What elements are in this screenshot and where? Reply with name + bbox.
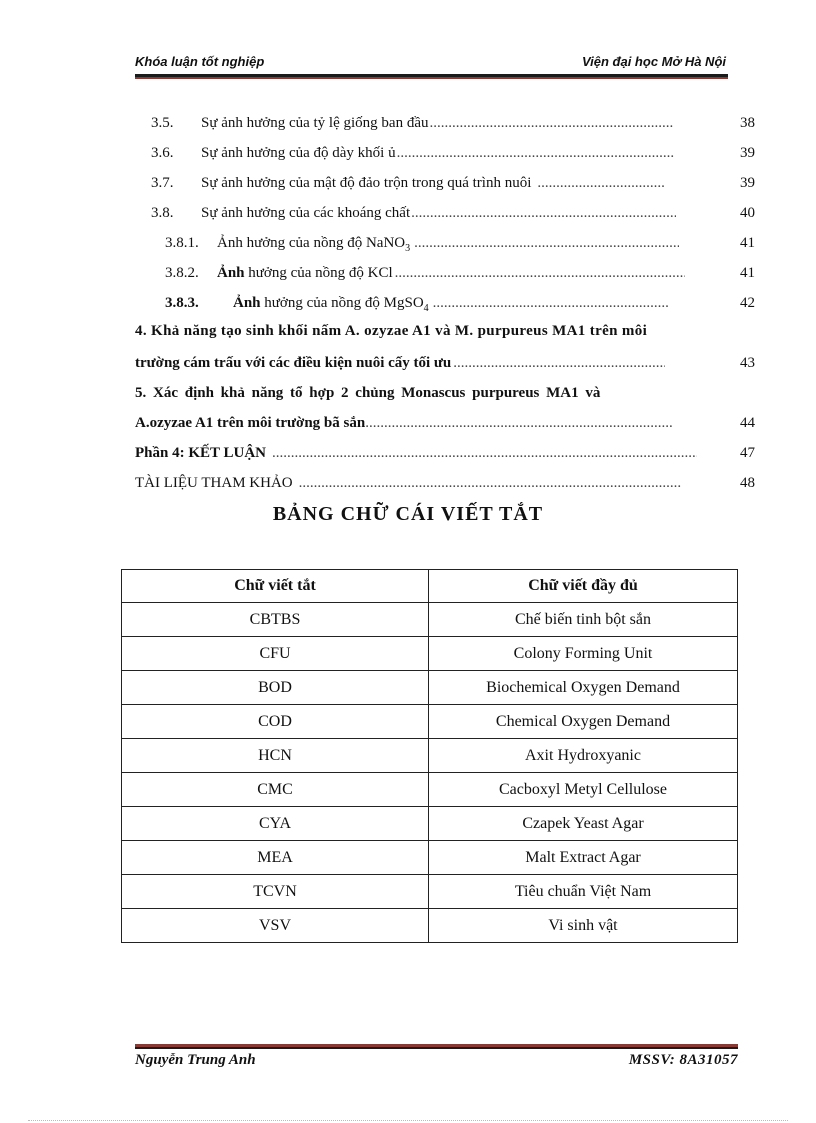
toc-leader [429,112,674,134]
toc-entry-text: hưởng của nồng độ KCl [248,265,393,281]
full-term-cell: Chemical Oxygen Demand [429,705,738,739]
header-rule-accent [135,77,728,79]
abbreviation-table-title: BẢNG CHỮ CÁI VIẾT TẮT [272,503,544,525]
toc-entry-page: 42 [740,295,755,311]
footer-author: Nguyễn Trung Anh [135,1052,256,1068]
abbreviation-cell: CBTBS [122,603,429,637]
abbreviation-cell: COD [122,705,429,739]
toc-entry-text: hưởng của nồng độ MgSO [264,295,424,311]
toc-entry-number: 3.8.3. [165,295,199,311]
toc-entry-lead: Ảnh [217,265,245,281]
table-row [122,671,738,705]
toc-entry-page: 41 [740,265,755,281]
toc-entry-text: Phần 4: KẾT LUẬN [135,445,267,461]
page-footer [135,1052,738,1074]
abbreviation-cell: CYA [122,807,429,841]
column-header-abbreviation: Chữ viết tắt [122,570,429,603]
abbreviation-cell: BOD [122,671,429,705]
toc-entry [151,142,755,164]
abbreviation-cell: HCN [122,739,429,773]
table-row [122,637,738,671]
abbreviation-table [121,569,738,943]
toc-leader [397,142,675,164]
toc-entry [151,112,755,134]
toc-entry [135,442,755,464]
full-term-cell: Axit Hydroxyanic [429,739,738,773]
full-term-cell: Colony Forming Unit [429,637,738,671]
toc-entry [151,202,755,224]
toc-entry-page: 47 [740,445,755,461]
toc-entry-subscript: 3 [405,243,411,254]
full-term-cell: Tiêu chuẩn Việt Nam [429,875,738,909]
toc-leader [453,352,665,374]
toc-entry [135,412,755,434]
table-row [122,603,738,637]
toc-entry-page: 41 [740,235,755,251]
toc-entry [165,262,755,284]
table-row [122,841,738,875]
full-term-cell: Chế biến tinh bột sắn [429,603,738,637]
table-row [122,739,738,773]
toc-entry-number: 3.7. [151,175,174,191]
toc-leader [433,292,668,314]
toc-entry-page: 43 [740,355,755,371]
toc-entry-text: Ảnh hưởng của nồng độ NaNO [217,235,406,251]
abbreviation-cell: MEA [122,841,429,875]
header-right: Viện đại học Mở Hà Nội [581,54,726,69]
toc-entry-number: 3.8. [151,205,174,221]
toc-leader [299,472,681,494]
table-row [122,773,738,807]
table-row [122,909,738,943]
toc-entry [165,292,755,314]
footer-student-id: MSSV: 8A31057 [628,1052,738,1068]
toc-entry-text: Sự ảnh hưởng của các khoáng chất [201,205,411,221]
toc-leader [365,412,673,434]
toc-leader [272,442,697,464]
full-term-cell: Cacboxyl Metyl Cellulose [429,773,738,807]
toc-entry-number: 3.8.2. [165,265,199,281]
abbreviation-cell: CFU [122,637,429,671]
table-row [122,875,738,909]
toc-entry-page: 39 [740,175,755,191]
toc-entry [135,472,755,494]
toc-entry [165,232,755,254]
toc-entry-line1: 5. Xác định khả năng tổ hợp 2 chủng Monascus purpureus MA1 và [135,385,601,401]
toc-entry-text: Sự ảnh hưởng của tỷ lệ giống ban đầu [201,115,429,131]
toc-leader [414,232,679,254]
toc-leader [395,262,685,284]
full-term-cell: Czapek Yeast Agar [429,807,738,841]
table-row [122,705,738,739]
toc-entry-text: Sự ảnh hưởng của độ dày khối ủ [201,145,396,161]
toc-entry-page: 48 [740,475,755,491]
toc-leader [537,172,665,194]
toc-entry [151,172,755,194]
toc-entry-subscript: 4 [423,303,429,314]
toc-entry-text: TÀI LIỆU THAM KHẢO [135,475,293,491]
toc-entry-line1: 4. Khả năng tạo sinh khối nấm A. ozyzae A1 và M. purpureus MA1 trên môi [135,323,648,339]
table-row [122,807,738,841]
toc-entry-text: A.ozyzae A1 trên môi trường bã sắn [135,415,366,431]
header-left: Khóa luận tốt nghiệp [135,54,265,69]
full-term-cell: Malt Extract Agar [429,841,738,875]
toc-entry-page: 38 [740,115,755,131]
abbreviation-cell: CMC [122,773,429,807]
page-header [135,52,726,74]
toc-entry [135,352,755,374]
toc-entry-page: 44 [740,415,755,431]
toc-entry-lead: Ảnh [233,295,261,311]
abbreviation-cell: VSV [122,909,429,943]
toc-entry-text: Sự ảnh hưởng của mật độ đảo trộn trong quá trình nuôi [201,175,532,191]
toc-entry-number: 3.8.1. [165,235,199,251]
footer-rule [135,1047,738,1049]
table-header-row [122,570,738,603]
abbreviation-cell: TCVN [122,875,429,909]
toc-entry-text: trường cám trấu với các điều kiện nuôi cấy tối ưu [135,355,452,371]
toc-entry-page: 39 [740,145,755,161]
toc-entry-page: 40 [740,205,755,221]
toc-leader [411,202,676,224]
toc-entry-number: 3.5. [151,115,174,131]
page-edge-divider [28,1120,788,1121]
toc-entry-number: 3.6. [151,145,174,161]
full-term-cell: Vi sinh vật [429,909,738,943]
full-term-cell: Biochemical Oxygen Demand [429,671,738,705]
column-header-full-term: Chữ viết đầy đủ [429,570,738,603]
